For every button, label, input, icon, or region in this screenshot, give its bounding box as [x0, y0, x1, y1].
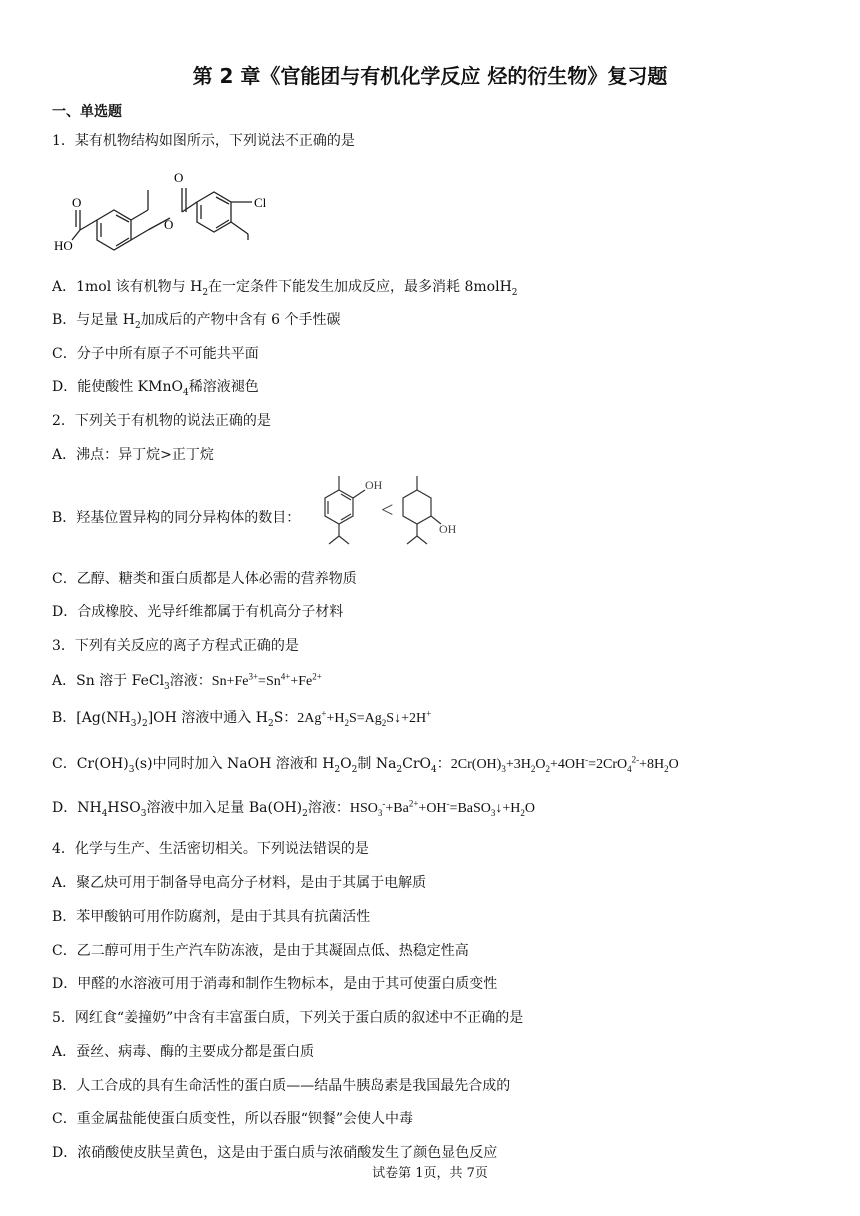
q2-option-d: D．合成橡胶、光导纤维都属于有机高分子材料	[52, 604, 344, 620]
q1-option-b: B．与足量 $H_2$加成后的产物中含有 6 个手性碳	[52, 312, 341, 331]
q1-structure-diagram	[52, 160, 322, 260]
q4-option-b: B．苯甲酸钠可用作防腐剂，是由于其具有抗菌活性	[52, 909, 371, 925]
chlorine-label: Cl	[254, 195, 267, 210]
q4-option-d: D．甲醛的水溶液可用于消毒和制作生物标本，是由于其可使蛋白质变性	[52, 976, 498, 992]
oxygen-label-2: O	[174, 170, 184, 185]
q2-option-a: A．沸点：异丁烷>正丁烷	[52, 447, 214, 463]
q3-option-c: C．$Cr(OH)_3(s)$中同时加入 NaOH 溶液和 $H_2O_2$制 $Na_2CrO_4$：$2Cr(OH)_3+3H_2O_2+4OH^-=2CrO_4^{2-}+8H_2O$	[52, 754, 679, 775]
q1-stem: 1．某有机物结构如图所示，下列说法不正确的是	[52, 133, 355, 149]
q2-option-b: B．羟基位置异构的同分异构体的数目：	[52, 510, 301, 526]
q5-option-b: B．人工合成的具有生命活性的蛋白质——结晶牛胰岛素是我国最先合成的	[52, 1078, 511, 1094]
page-title: 第 2 章《官能团与有机化学反应 烃的衍生物》复习题	[192, 64, 668, 88]
q1-option-d: D．能使酸性 KMnO$_4$稀溶液褪色	[52, 379, 259, 398]
oxygen-label-1: O	[72, 195, 82, 210]
q1-option-a: A．1mol 该有机物与 $H_2$在一定条件下能发生加成反应，最多消耗 8molH$_2$	[52, 279, 518, 298]
q5-option-d: D．浓硝酸使皮肤呈黄色，这是由于蛋白质与浓硝酸发生了颜色显色反应	[52, 1145, 498, 1161]
page-footer: 试卷第 1页，共 7页	[372, 1166, 488, 1181]
q4-option-c: C．乙二醇可用于生产汽车防冻液，是由于其凝固点低、热稳定性高	[52, 943, 469, 959]
q2-stem: 2．下列关于有机物的说法正确的是	[52, 413, 271, 429]
ho-label: HO	[54, 238, 73, 253]
oxygen-label-3: O	[164, 217, 174, 232]
q3-option-d: D．$NH_4HSO_3$溶液中加入足量 $Ba(OH)_2$溶液：$HSO_3^-+Ba^{2+}+OH^-=BaSO_3↓+H_2O$	[52, 798, 536, 819]
oh-label-1: OH	[365, 478, 383, 492]
q4-stem: 4．化学与生产、生活密切相关。下列说法错误的是	[52, 841, 369, 857]
q5-option-c: C．重金属盐能使蛋白质变性，所以吞服“钡餐”会使人中毒	[52, 1111, 414, 1127]
section-heading: 一、单选题	[52, 104, 122, 120]
q2-option-c: C．乙醇、糖类和蛋白质都是人体必需的营养物质	[52, 571, 357, 587]
q5-stem: 5．网红食“姜撞奶”中含有丰富蛋白质，下列关于蛋白质的叙述中不正确的是	[52, 1010, 524, 1026]
q4-option-a: A．聚乙炔可用于制备导电高分子材料，是由于其属于电解质	[52, 875, 427, 891]
oh-label-2: OH	[439, 522, 457, 536]
q5-option-a: A．蚕丝、病毒、酶的主要成分都是蛋白质	[52, 1044, 315, 1060]
q3-option-b: B．$[Ag(NH_3)_2]OH$ 溶液中通入 $H_2S$：$2Ag^++H_2S=Ag_2S↓+2H^+$	[52, 708, 432, 729]
less-than-sign: <	[381, 497, 394, 522]
q3-stem: 3．下列有关反应的离子方程式正确的是	[52, 638, 299, 654]
q3-option-a: A．Sn 溶于 FeCl$_3$溶液：$Sn+Fe^{3+}=Sn^{4+}+Fe^{2+}$	[52, 671, 322, 692]
q2-isomer-diagram	[315, 470, 475, 554]
q1-option-c: C．分子中所有原子不可能共平面	[52, 346, 259, 362]
